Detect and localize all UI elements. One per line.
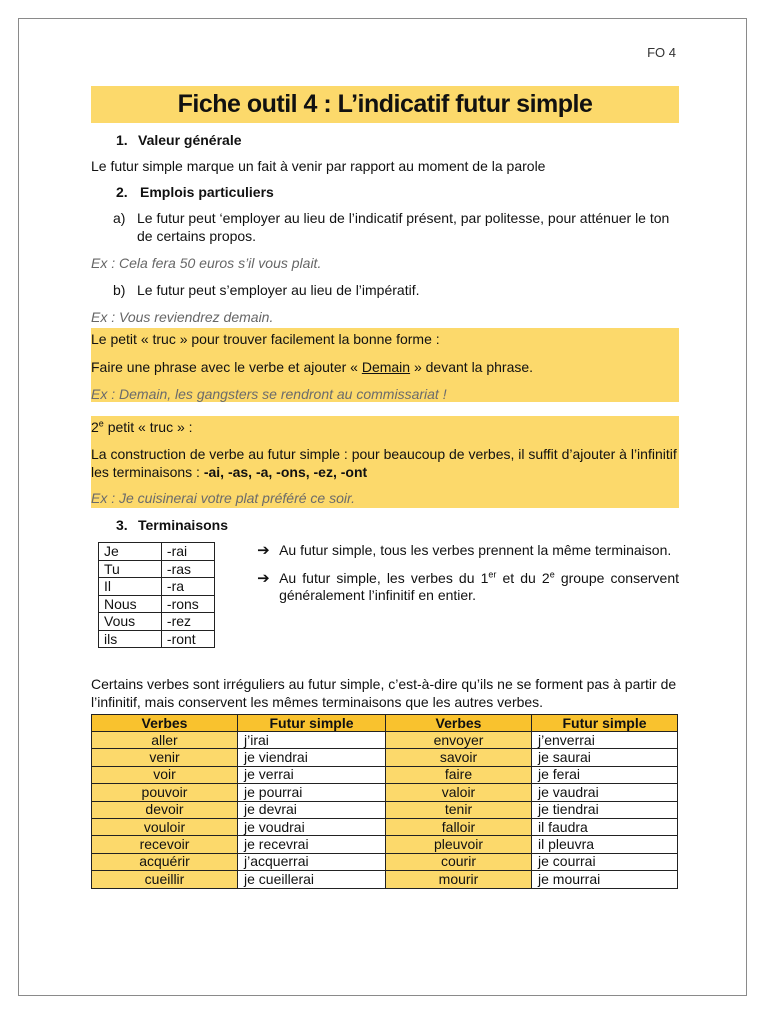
document-content — [91, 86, 679, 889]
verb-cell: savoir — [386, 749, 532, 766]
note-text: Au futur simple, tous les verbes prennent la même terminaison. — [279, 542, 672, 558]
verb-cell: venir — [92, 749, 238, 766]
section-title: Emplois particuliers — [140, 184, 274, 200]
future-form-cell: il faudra — [532, 818, 678, 835]
future-form-cell: je mourrai — [532, 871, 678, 888]
section-title: Terminaisons — [138, 517, 228, 533]
tip-line — [91, 445, 679, 481]
table-row — [99, 630, 215, 648]
future-form-cell: je verrai — [238, 766, 386, 783]
list-label: b) — [113, 282, 126, 298]
table-row — [92, 853, 678, 870]
list-text: Le futur peut ‘employer au lieu de l’indicatif présent, par politesse, pour atténuer le ton de certains propos. — [137, 210, 670, 244]
tip-text: La construction de verbe au futur simple : pour beaucoup de verbes, il suffit d’ajouter à l’infinitif les terminaisons : — [91, 446, 677, 480]
note-superscript: e — [549, 569, 555, 580]
verb-cell: mourir — [386, 871, 532, 888]
ending-cell: -ront — [161, 630, 214, 648]
verb-cell: tenir — [386, 801, 532, 818]
future-form-cell: je pourrai — [238, 784, 386, 801]
verb-cell: courir — [386, 853, 532, 870]
tip-box-1 — [91, 328, 679, 402]
irregular-intro: Certains verbes sont irréguliers au futur simple, c’est-à-dire qu’ils ne se forment pas à partir de l’infinitif, mais conservent les mêmes terminaisons que les autres verbes. — [91, 676, 677, 710]
pronoun-cell: Je — [99, 543, 162, 561]
table-row — [92, 749, 678, 766]
tip-keyword: Demain — [361, 359, 411, 375]
arrow-right-icon: ➔ — [257, 570, 270, 587]
tip-box-2 — [91, 416, 679, 508]
tip-number: 2 — [91, 419, 99, 435]
verb-cell: acquérir — [92, 853, 238, 870]
tip-example: Ex : Demain, les gangsters se rendront au commissariat ! — [91, 386, 447, 402]
column-header: Futur simple — [238, 715, 386, 732]
list-item-b — [113, 281, 679, 299]
verb-cell: voir — [92, 766, 238, 783]
tip-line — [91, 418, 679, 436]
tip-line — [91, 358, 679, 376]
table-row — [99, 543, 215, 561]
note-item — [257, 570, 679, 604]
table-row — [99, 578, 215, 596]
list-text: Le futur peut s’employer au lieu de l’impératif. — [137, 282, 420, 298]
terminaisons-block — [91, 542, 679, 648]
endings-table — [98, 542, 215, 648]
section-heading-valeur — [116, 132, 679, 148]
section-number: 2. — [116, 184, 128, 200]
list-item-a — [113, 209, 679, 245]
tip-text: » devant la phrase. — [410, 359, 534, 375]
tip-superscript: e — [98, 418, 104, 429]
ending-cell: -rons — [161, 595, 214, 613]
section-number: 3. — [116, 517, 128, 533]
table-row — [99, 613, 215, 631]
verb-cell: vouloir — [92, 818, 238, 835]
tip-line: Le petit « truc » pour trouver facilement la bonne forme : — [91, 331, 440, 347]
table-row — [92, 836, 678, 853]
table-row — [99, 560, 215, 578]
verb-cell: recevoir — [92, 836, 238, 853]
table-row — [92, 871, 678, 888]
verb-cell: faire — [386, 766, 532, 783]
verb-cell: cueillir — [92, 871, 238, 888]
tip-text: petit « truc » : — [103, 419, 193, 435]
note-superscript: er — [488, 569, 497, 580]
ending-cell: -ra — [161, 578, 214, 596]
pronoun-cell: Vous — [99, 613, 162, 631]
document-code: FO 4 — [647, 45, 676, 60]
table-row — [92, 801, 678, 818]
future-form-cell: j’irai — [238, 732, 386, 749]
paragraph-valeur: Le futur simple marque un fait à venir par rapport au moment de la parole — [91, 158, 546, 174]
verb-cell: valoir — [386, 784, 532, 801]
table-row — [92, 818, 678, 835]
future-form-cell: je viendrai — [238, 749, 386, 766]
note-part: groupe conservent généralement l’infinitif en entier. — [279, 570, 679, 603]
future-form-cell: il pleuvra — [532, 836, 678, 853]
ending-cell: -rai — [161, 543, 214, 561]
pronoun-cell: ils — [99, 630, 162, 648]
future-form-cell: je courrai — [532, 853, 678, 870]
future-form-cell: je devrai — [238, 801, 386, 818]
column-header: Verbes — [386, 715, 532, 732]
table-header-row — [92, 715, 678, 732]
document-page — [18, 18, 747, 996]
verb-cell: devoir — [92, 801, 238, 818]
future-form-cell: je saurai — [532, 749, 678, 766]
note-part: et du 2 — [496, 570, 550, 586]
verb-cell: pleuvoir — [386, 836, 532, 853]
note-part: Au futur simple, les verbes du 1 — [279, 570, 489, 586]
table-row — [99, 595, 215, 613]
ending-cell: -ras — [161, 560, 214, 578]
example-politesse: Ex : Cela fera 50 euros s’il vous plait. — [91, 255, 322, 271]
verb-cell: falloir — [386, 818, 532, 835]
future-form-cell: je ferai — [532, 766, 678, 783]
section-title: Valeur générale — [138, 132, 242, 148]
section-number: 1. — [116, 132, 128, 148]
pronoun-cell: Tu — [99, 560, 162, 578]
arrow-right-icon: ➔ — [257, 542, 270, 559]
list-label: a) — [113, 210, 126, 226]
column-header: Verbes — [92, 715, 238, 732]
future-form-cell: j’acquerrai — [238, 853, 386, 870]
column-header: Futur simple — [532, 715, 678, 732]
future-form-cell: je tiendrai — [532, 801, 678, 818]
note-text — [279, 570, 679, 604]
table-row — [92, 784, 678, 801]
verb-cell: pouvoir — [92, 784, 238, 801]
future-form-cell: je recevrai — [238, 836, 386, 853]
pronoun-cell: Il — [99, 578, 162, 596]
future-form-cell: j’enverrai — [532, 732, 678, 749]
ending-cell: -rez — [161, 613, 214, 631]
tip-endings: -ai, -as, -a, -ons, -ez, -ont — [203, 464, 368, 480]
table-row — [92, 732, 678, 749]
verb-cell: aller — [92, 732, 238, 749]
future-form-cell: je vaudrai — [532, 784, 678, 801]
page-title: Fiche outil 4 : L’indicatif futur simple — [91, 86, 679, 123]
terminaisons-notes — [257, 542, 679, 648]
verb-cell: envoyer — [386, 732, 532, 749]
tip-text: Faire une phrase avec le verbe et ajouter « — [91, 359, 362, 375]
section-heading-emplois — [116, 184, 679, 200]
future-form-cell: je voudrai — [238, 818, 386, 835]
future-form-cell: je cueillerai — [238, 871, 386, 888]
table-row — [92, 766, 678, 783]
tip-example: Ex : Je cuisinerai votre plat préféré ce soir. — [91, 490, 356, 506]
section-heading-terminaisons — [116, 517, 679, 533]
irregular-verbs-table — [91, 714, 678, 889]
example-imperatif: Ex : Vous reviendrez demain. — [91, 309, 274, 325]
note-item — [257, 542, 679, 559]
pronoun-cell: Nous — [99, 595, 162, 613]
